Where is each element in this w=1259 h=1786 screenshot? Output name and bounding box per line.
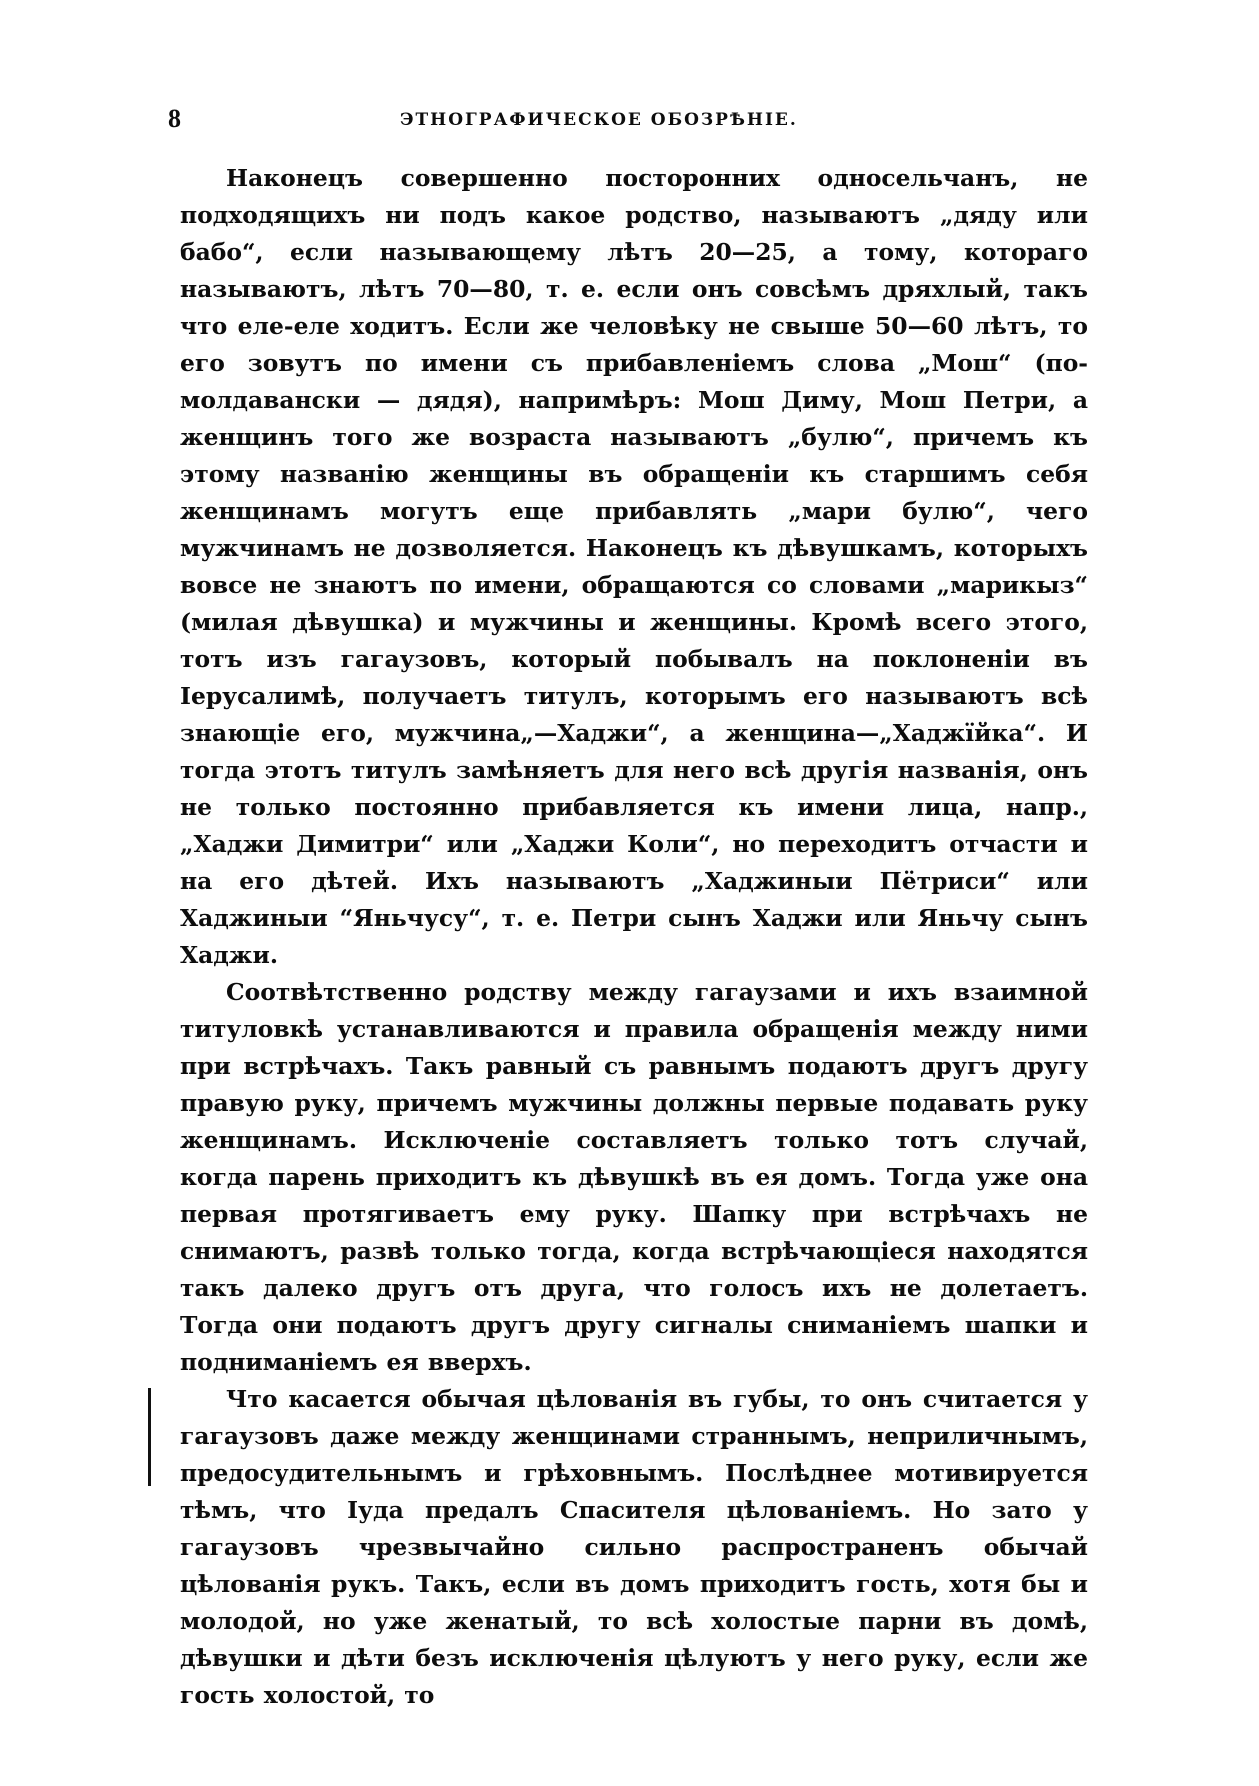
running-title: ЭТНОГРАФИЧЕСКОЕ ОБОЗРѢНІЕ.	[400, 110, 798, 130]
page-header	[168, 104, 1108, 144]
page-number: 8	[168, 104, 181, 133]
paragraph: Что касается обычая цѣлованія въ губы, то онъ считается у гагаузовъ даже между женщинами страннымъ, неприличнымъ, предосудительнымъ и грѣховнымъ. Послѣднее мотивируется тѣмъ, что Іуда предалъ Спасителя цѣлованіемъ. Но зато у гагаузовъ чрезвычайно сильно распространенъ обычай цѣлованія рукъ. Такъ, если въ домъ приходитъ гость, хотя бы и молодой, но уже женатый, то всѣ холостые парни въ домѣ, дѣвушки и дѣти безъ исключенія цѣлуютъ у него руку, если же гость холостой, то	[180, 1385, 1088, 1709]
margin-mark	[148, 1388, 151, 1486]
paragraph: Соотвѣтственно родству между гагаузами и ихъ взаимной титуловкѣ устанавливаются и правила обращенія между ними при встрѣчахъ. Такъ равный съ равнымъ подаютъ другъ другу правую руку, причемъ мужчины должны первые подавать руку женщинамъ. Исключеніе составляетъ только тотъ случай, когда парень приходитъ къ дѣвушкѣ въ ея домъ. Тогда уже она первая протягиваетъ ему руку. Шапку при встрѣчахъ не снимаютъ, развѣ только тогда, когда встрѣчающіеся находятся такъ далеко другъ отъ друга, что голосъ ихъ не долетаетъ. Тогда они подаютъ другъ другу сигналы сниманіемъ шапки и подниманіемъ ея вверхъ.	[180, 978, 1088, 1376]
paragraph: Наконецъ совершенно посторонних односельчанъ, не подходящихъ ни подъ какое родство, называютъ „дяду или бабо“, если называющему лѣтъ 20—25, а тому, котораго называютъ, лѣтъ 70—80, т. е. если онъ совсѣмъ дряхлый, такъ что еле-еле ходитъ. Если же человѣку не свыше 50—60 лѣтъ, то его зовутъ по имени съ прибавленіемъ слова „Мош“ (по-молдавански — дядя), напримѣръ: Мош Диму, Мош Петри, а женщинъ того же возраста называютъ „булю“, причемъ къ этому названію женщины въ обращеніи къ старшимъ себя женщинамъ могутъ еще прибавлять „мари булю“, чего мужчинамъ не дозволяется. Наконецъ къ дѣвушкамъ, которыхъ вовсе не знаютъ по имени, обращаются со словами „марикыз“ (милая дѣвушка) и мужчины и женщины. Кромѣ всего этого, тотъ изъ гагаузовъ, который побывалъ на поклоненіи въ Іерусалимѣ, получаетъ титулъ, которымъ его называютъ всѣ знающіе его, мужчина„—Хаджи“, а женщина—„Хаджїйка“. И тогда этотъ титулъ замѣняетъ для него всѣ другія названія, онъ не только постоянно прибавляется къ имени лица, напр., „Хаджи Димитри“ или „Хаджи Коли“, но переходитъ отчасти и на его дѣтей. Ихъ называютъ „Хаджиныи Пётриси“ или Хаджиныи “Яньчусу“, т. е. Петри сынъ Хаджи или Яньчу сынъ Хаджи.	[180, 164, 1088, 969]
body-text	[180, 160, 1088, 1714]
